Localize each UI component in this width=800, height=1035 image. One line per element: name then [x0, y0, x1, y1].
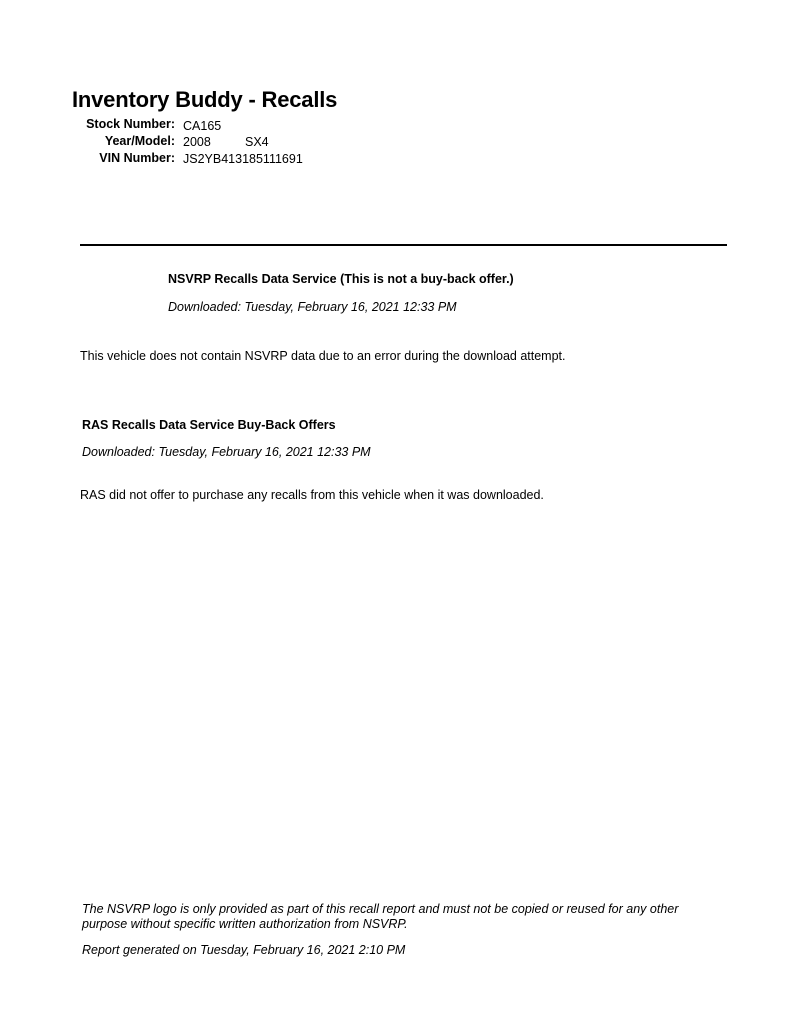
header-divider — [80, 244, 727, 246]
year-value: 2008 — [183, 135, 211, 149]
year-model-label: Year/Model: — [104, 134, 175, 148]
nsvrp-message: This vehicle does not contain NSVRP data due to an error during the download attempt. — [80, 349, 566, 363]
vin-number-label: VIN Number: — [99, 151, 175, 165]
page-title: Inventory Buddy - Recalls — [72, 87, 338, 112]
nsvrp-downloaded: Downloaded: Tuesday, February 16, 2021 12:33 PM — [168, 300, 457, 314]
model-value: SX4 — [245, 135, 269, 149]
logo-disclaimer: The NSVRP logo is only provided as part of this recall report and must not be copied or reused for any other purpose without specific written authorization from NSVRP. — [82, 902, 679, 931]
vin-number-value: JS2YB413185111691 — [183, 152, 303, 166]
ras-message: RAS did not offer to purchase any recalls from this vehicle when it was downloaded. — [80, 488, 544, 502]
nsvrp-heading: NSVRP Recalls Data Service (This is not a buy-back offer.) — [168, 272, 514, 286]
stock-number-value: CA165 — [183, 119, 222, 133]
ras-heading: RAS Recalls Data Service Buy-Back Offers — [82, 418, 336, 432]
ras-downloaded: Downloaded: Tuesday, February 16, 2021 12:33 PM — [82, 445, 371, 459]
stock-number-label: Stock Number: — [86, 117, 175, 131]
report-generated: Report generated on Tuesday, February 16, 2021 2:10 PM — [82, 943, 406, 957]
